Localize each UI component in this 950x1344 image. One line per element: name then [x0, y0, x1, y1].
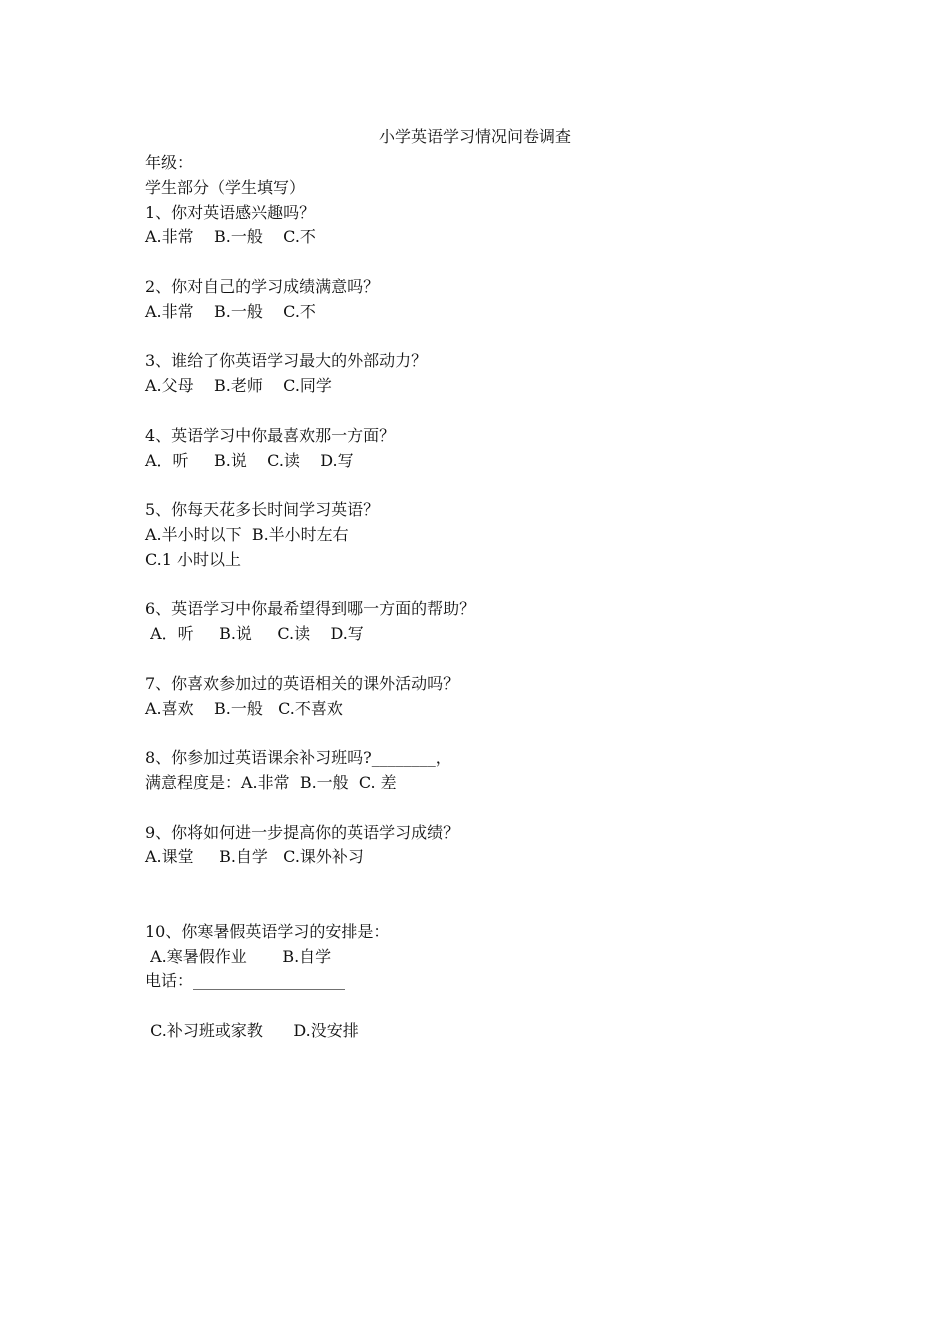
question-options: A.寒暑假作业 B.自学	[145, 946, 332, 966]
question-text: 6、英语学习中你最希望得到哪一方面的帮助？	[145, 599, 476, 619]
spacer	[145, 573, 805, 598]
question-options: A.课堂 B.自学 C.课外补习	[145, 847, 364, 867]
question-text: 2、你对自己的学习成绩满意吗？	[145, 276, 380, 296]
question-options: A．听 B.说 C.读 D.写	[145, 624, 364, 644]
question-options: A.半小时以下 B.半小时左右	[145, 524, 349, 544]
spacer	[145, 870, 805, 920]
question-block	[145, 746, 805, 796]
question-options: 满意程度是：A.非常 B.一般 C. 差	[145, 772, 397, 792]
question-options: A．听 B.说 C.读 D.写	[145, 450, 354, 470]
document-title: 小学英语学习情况问卷调查	[378, 127, 571, 146]
question-block	[145, 821, 805, 871]
question-block	[145, 597, 805, 647]
question-block	[145, 201, 805, 251]
question-options: A.父母 B.老师 C.同学	[145, 376, 332, 396]
question-block	[145, 672, 805, 722]
spacer	[145, 399, 805, 424]
spacer	[145, 796, 805, 821]
spacer	[145, 473, 805, 498]
phone-field: 电话：___________________	[145, 971, 346, 991]
spacer	[145, 647, 805, 672]
question-text: 5、你每天花多长时间学习英语？	[145, 500, 380, 520]
questionnaire-body	[145, 151, 805, 1044]
grade-label: 年级：	[145, 153, 194, 172]
spacer	[145, 721, 805, 746]
question-text: 3、谁给了你英语学习最大的外部动力？	[145, 351, 428, 371]
spacer	[145, 994, 805, 1019]
question-options: A.非常 B.一般 C.不	[145, 227, 316, 247]
spacer	[145, 325, 805, 350]
question-block	[145, 920, 805, 1044]
spacer	[145, 250, 805, 275]
section-label: 学生部分（学生填写）	[145, 177, 306, 197]
question-text: 10、你寒暑假英语学习的安排是：	[145, 921, 390, 941]
question-options: C.1 小时以上	[145, 549, 242, 569]
question-block	[145, 349, 805, 399]
question-text: 8、你参加过英语课余补习班吗?________，	[145, 748, 452, 768]
question-text: 4、英语学习中你最喜欢那一方面？	[145, 425, 396, 445]
question-block	[145, 275, 805, 325]
question-options: A.喜欢 B.一般 C.不喜欢	[145, 698, 343, 718]
question-text: 1、你对英语感兴趣吗？	[145, 202, 316, 222]
question-block	[145, 498, 805, 572]
question-block	[145, 424, 805, 474]
question-text: 9、你将如何进一步提高你的英语学习成绩？	[145, 822, 460, 842]
question-options: A.非常 B.一般 C.不	[145, 301, 316, 321]
question-options: C.补习班或家教 D.没安排	[145, 1020, 359, 1040]
question-text: 7、你喜欢参加过的英语相关的课外活动吗？	[145, 673, 460, 693]
